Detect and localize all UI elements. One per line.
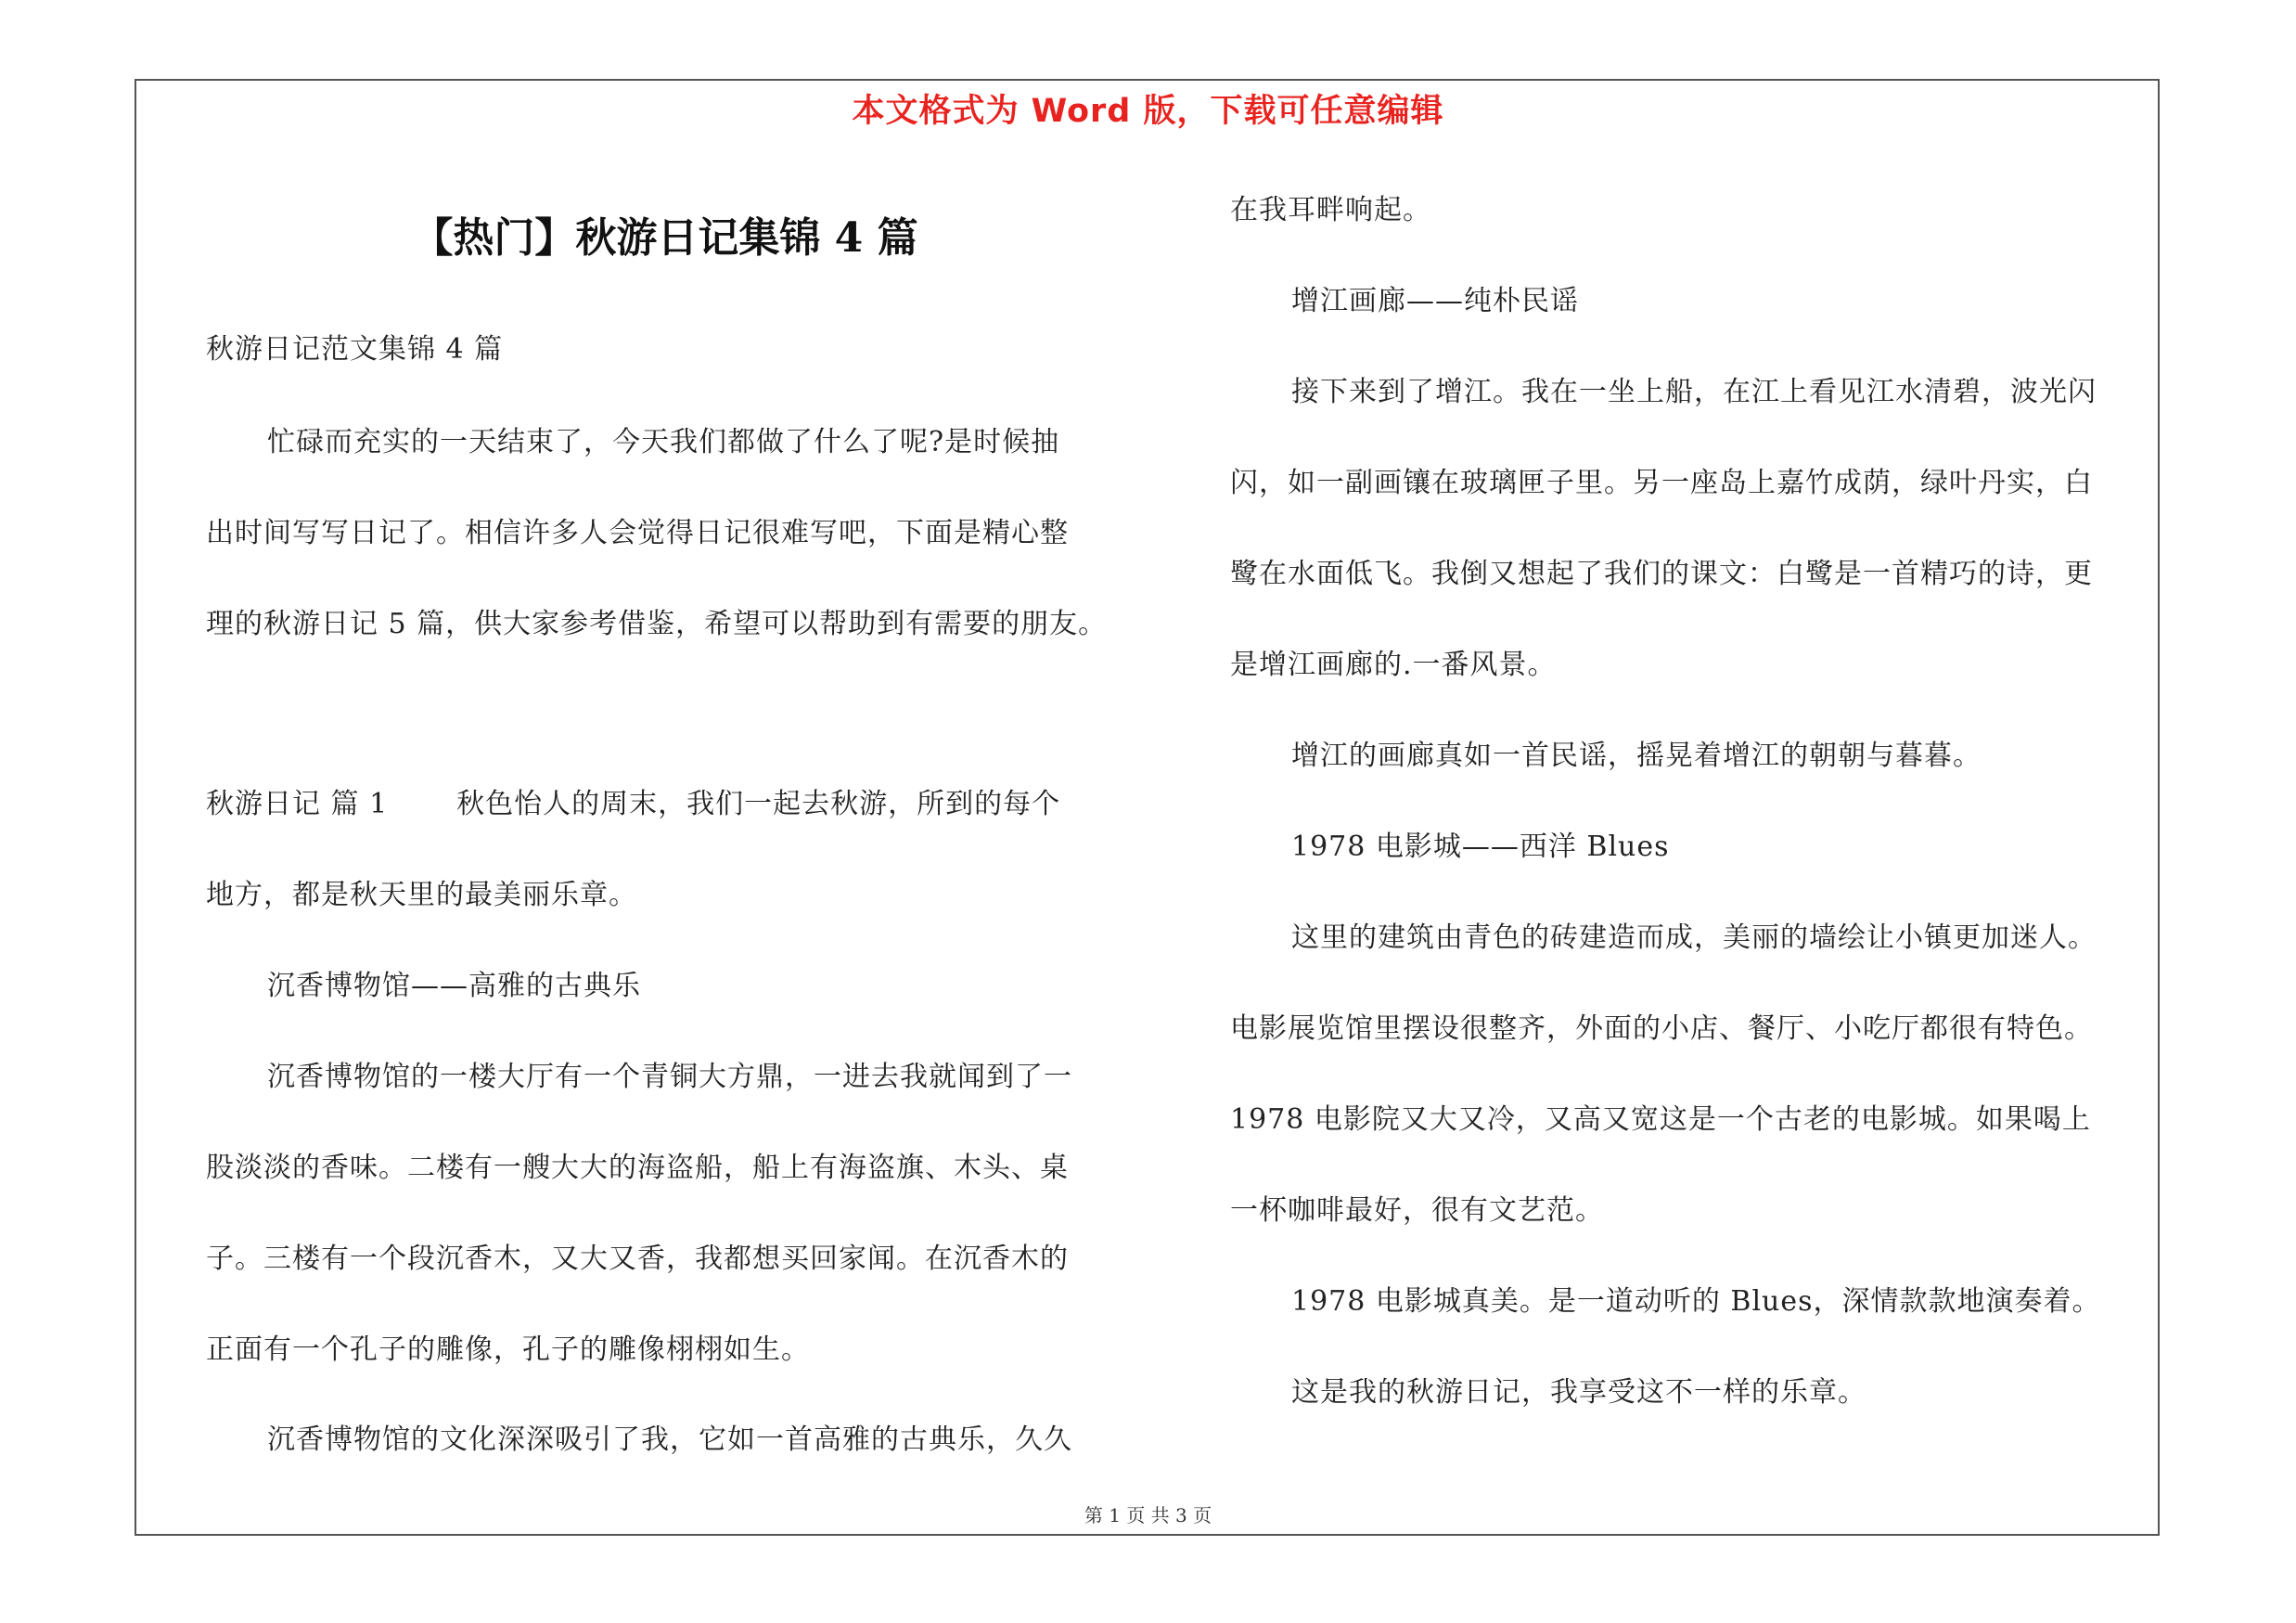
right-line-8: 这里的建筑由青色的砖建造而成，美丽的墙绘让小镇更加迷人。 <box>1291 921 2097 954</box>
left-line-6: 沉香博物馆的一楼大厅有一个青铜大方鼎，一进去我就闻到了一 <box>267 1061 1072 1093</box>
left-line-10: 沉香博物馆的文化深深吸引了我，它如一首高雅的古典乐，久久 <box>267 1423 1072 1456</box>
left-line-0: 秋游日记范文集锦 4 篇 <box>206 333 504 366</box>
left-line-8: 子。三楼有一个段沉香木，又大又香，我都想买回家闻。在沉香木的 <box>206 1243 1069 1275</box>
format-banner: 本文格式为 Word 版，下载可任意编辑 <box>852 93 1444 130</box>
left-line-7: 股淡淡的香味。二楼有一艘大大的海盗船，船上有海盗旗、木头、桌 <box>206 1152 1069 1184</box>
left-line-1: 忙碌而充实的一天结束了，今天我们都做了什么了呢?是时候抽 <box>267 426 1060 458</box>
left-line-9: 正面有一个孔子的雕像，孔子的雕像栩栩如生。 <box>206 1333 810 1366</box>
right-line-1: 增江画廊——纯朴民谣 <box>1291 285 1579 317</box>
left-line-5: 沉香博物馆——高雅的古典乐 <box>267 970 641 1002</box>
right-line-11: 一杯咖啡最好，很有文艺范。 <box>1230 1194 1604 1227</box>
document-title: 【热门】秋游日记集锦 4 篇 <box>412 214 918 262</box>
right-line-10: 1978 电影院又大又冷，又高又宽这是一个古老的电影城。如果喝上 <box>1230 1103 2091 1136</box>
left-line-3: 理的秋游日记 5 篇，供大家参考借鉴，希望可以帮助到有需要的朋友。 <box>206 608 1108 640</box>
left-line-2: 出时间写写日记了。相信许多人会觉得日记很难写吧，下面是精心整 <box>206 517 1069 549</box>
right-line-12: 1978 电影城真美。是一道动听的 Blues，深情款款地演奏着。 <box>1291 1285 2101 1318</box>
right-line-13: 这是我的秋游日记，我享受这不一样的乐章。 <box>1291 1376 1866 1409</box>
right-line-2: 接下来到了增江。我在一坐上船，在江上看见江水清碧，波光闪 <box>1291 376 2097 408</box>
right-line-9: 电影展览馆里摆设很整齐，外面的小店、餐厅、小吃厅都很有特色。 <box>1230 1012 2093 1045</box>
left-line-4: 地方，都是秋天里的最美丽乐章。 <box>206 879 637 911</box>
right-line-3: 闪，如一副画镶在玻璃匣子里。另一座岛上嘉竹成荫，绿叶丹实，白 <box>1230 467 2093 499</box>
right-line-4: 鹭在水面低飞。我倒又想起了我们的课文：白鹭是一首精巧的诗，更 <box>1230 558 2093 590</box>
right-line-0: 在我耳畔响起。 <box>1230 194 1431 226</box>
section-heading-label: 秋游日记 篇 1 <box>206 788 389 820</box>
page-number-footer: 第 1 页 共 3 页 <box>1084 1504 1212 1526</box>
right-line-6: 增江的画廊真如一首民谣，摇晃着增江的朝朝与暮暮。 <box>1291 740 1982 772</box>
right-line-5: 是增江画廊的.一番风景。 <box>1230 649 1557 681</box>
right-line-7: 1978 电影城——西洋 Blues <box>1291 831 1670 863</box>
section-heading-text: 秋色怡人的周末，我们一起去秋游，所到的每个 <box>456 788 1061 820</box>
section-heading-line <box>206 788 1061 820</box>
